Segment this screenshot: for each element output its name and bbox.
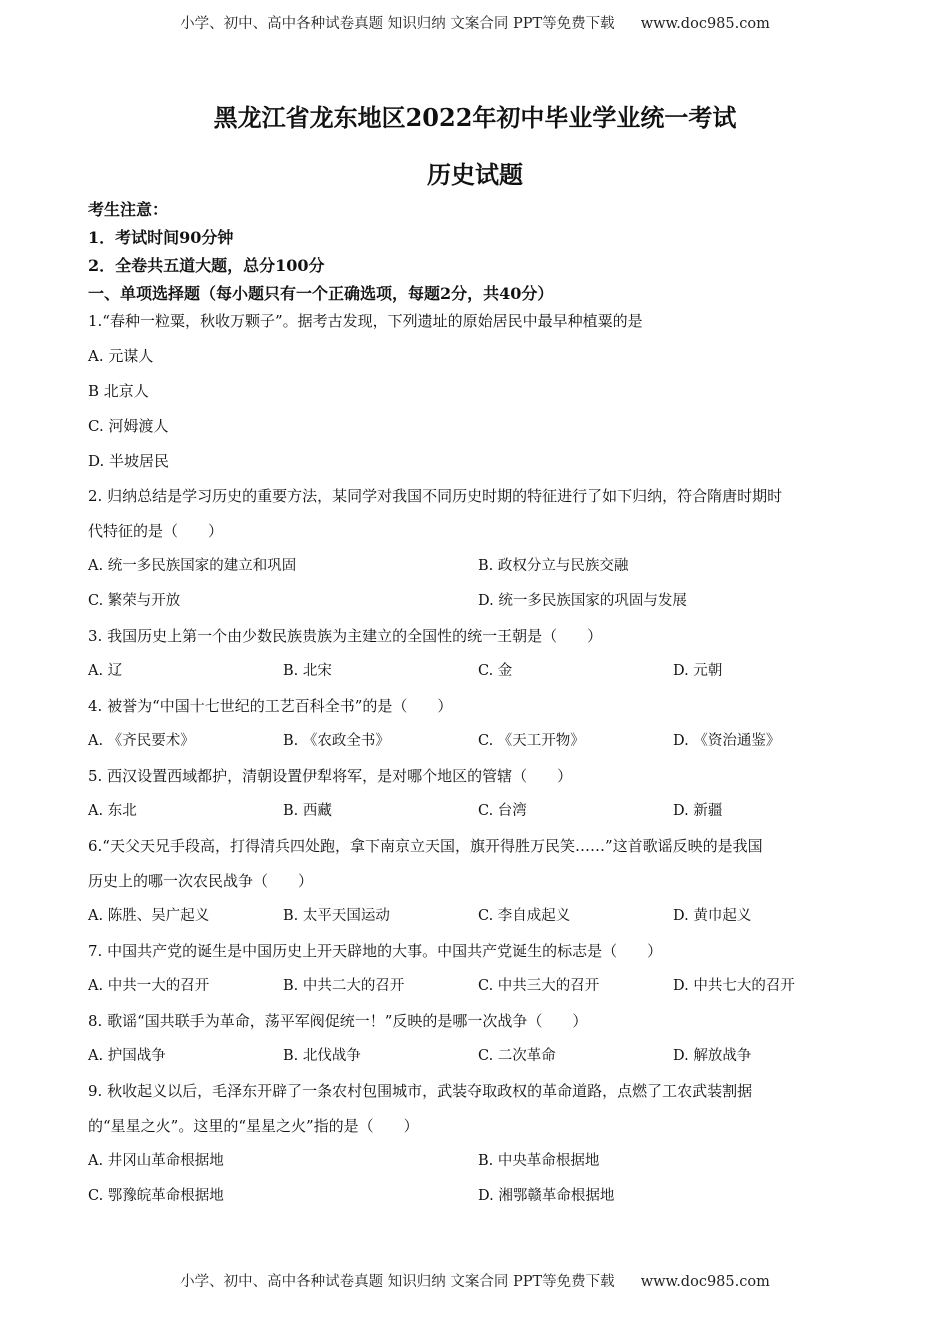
question-option: D. 中共七大的召开	[673, 978, 795, 994]
question-option: D. 统一多民族国家的巩固与发展	[478, 593, 687, 609]
question-option: B. 中央革命根据地	[478, 1153, 600, 1169]
footer-text: 小学、初中、高中各种试卷真题 知识归纳 文案合同 PPT等免费下载	[180, 1274, 615, 1290]
question-option: D. 半坡居民	[88, 452, 170, 470]
question-option: C. 中共三大的召开	[478, 978, 600, 994]
question-option: A. 陈胜、吴广起义	[88, 908, 210, 924]
question-stem: 7. 中国共产党的诞生是中国历史上开天辟地的大事。中国共产党诞生的标志是（ ）	[88, 942, 663, 960]
question-option: B. 《农政全书》	[283, 733, 390, 749]
question-stem: 3. 我国历史上第一个由少数民族贵族为主建立的全国性的统一王朝是（ ）	[88, 627, 603, 645]
footer-url[interactable]: www.doc985.com	[640, 1274, 770, 1290]
header-url[interactable]: www.doc985.com	[640, 16, 770, 32]
exam-body	[88, 200, 868, 1222]
question-stem-cont: 历史上的哪一次农民战争（ ）	[88, 872, 314, 890]
question-option: B. 西藏	[283, 803, 332, 819]
question-stem: 5. 西汉设置西域都护，清朝设置伊犁将军，是对哪个地区的管辖（ ）	[88, 767, 573, 785]
question-option: A. 统一多民族国家的建立和巩固	[88, 558, 297, 574]
question-option: D. 湘鄂赣革命根据地	[478, 1188, 615, 1204]
question-stem: 6.“天父天兄手段高，打得清兵四处跑，拿下南京立天国，旗开得胜万民笑……”这首歌谣反映的是我国	[88, 837, 763, 855]
question-stem: 4. 被誉为“中国十七世纪的工艺百科全书”的是（ ）	[88, 697, 453, 715]
question-option: B. 太平天国运动	[283, 908, 390, 924]
question-option: B 北京人	[88, 382, 149, 400]
options-row	[88, 907, 868, 926]
question-stem-cont: 代特征的是（ ）	[88, 522, 224, 540]
exam-subtitle: 历史试题	[427, 160, 523, 189]
notice-item: 1．考试时间90分钟	[88, 228, 234, 247]
question-option: D. 解放战争	[673, 1048, 752, 1064]
question-option: A. 辽	[88, 663, 123, 679]
question-stem-cont: 的“星星之火”。这里的“星星之火”指的是（ ）	[88, 1117, 419, 1135]
question-option: D. 《资治通鉴》	[673, 733, 781, 749]
question-stem: 8. 歌谣“国共联手为革命，荡平军阀促统一！”反映的是哪一次战争（ ）	[88, 1012, 588, 1030]
exam-title: 黑龙江省龙东地区2022年初中毕业学业统一考试	[213, 103, 737, 132]
options-row	[88, 592, 868, 611]
question-option: A. 井冈山革命根据地	[88, 1153, 224, 1169]
question-option: C. 金	[478, 663, 513, 679]
question-stem: 1.“春种一粒粟，秋收万颗子”。据考古发现，下列遗址的原始居民中最早种植粟的是	[88, 312, 643, 330]
notice-heading: 考生注意：	[88, 200, 169, 219]
question-option: B. 政权分立与民族交融	[478, 558, 629, 574]
question-option: D. 黄巾起义	[673, 908, 752, 924]
options-row	[88, 732, 868, 751]
question-option: A. 《齐民要术》	[88, 733, 195, 749]
question-option: B. 中共二大的召开	[283, 978, 405, 994]
question-option: C. 河姆渡人	[88, 417, 169, 435]
question-option: C. 《天工开物》	[478, 733, 585, 749]
question-option: C. 繁荣与开放	[88, 593, 181, 609]
options-row	[88, 557, 868, 576]
options-row	[88, 802, 868, 821]
question-stem: 9. 秋收起义以后，毛泽东开辟了一条农村包围城市，武装夺取政权的革命道路，点燃了工农武装割据	[88, 1082, 753, 1100]
question-option: D. 新疆	[673, 803, 723, 819]
header-text: 小学、初中、高中各种试卷真题 知识归纳 文案合同 PPT等免费下载	[180, 16, 615, 32]
notice-item: 2．全卷共五道大题，总分100分	[88, 256, 325, 275]
options-row	[88, 977, 868, 996]
page-footer	[0, 1270, 950, 1291]
section-heading: 一、单项选择题（每小题只有一个正确选项，每题2分，共40分）	[88, 284, 554, 303]
question-option: B. 北宋	[283, 663, 332, 679]
question-option: B. 北伐战争	[283, 1048, 361, 1064]
question-option: C. 二次革命	[478, 1048, 556, 1064]
options-row	[88, 1047, 868, 1066]
question-option: A. 元谋人	[88, 347, 154, 365]
question-option: C. 鄂豫皖革命根据地	[88, 1188, 224, 1204]
options-row	[88, 662, 868, 681]
page-header	[0, 12, 950, 33]
question-option: A. 中共一大的召开	[88, 978, 210, 994]
question-stem: 2. 归纳总结是学习历史的重要方法，某同学对我国不同历史时期的特征进行了如下归纳，符合隋唐时期时	[88, 487, 783, 505]
question-option: A. 护国战争	[88, 1048, 166, 1064]
question-option: D. 元朝	[673, 663, 723, 679]
options-row	[88, 1187, 868, 1206]
question-option: C. 李自成起义	[478, 908, 571, 924]
question-option: C. 台湾	[478, 803, 527, 819]
options-row	[88, 1152, 868, 1171]
question-option: A. 东北	[88, 803, 137, 819]
